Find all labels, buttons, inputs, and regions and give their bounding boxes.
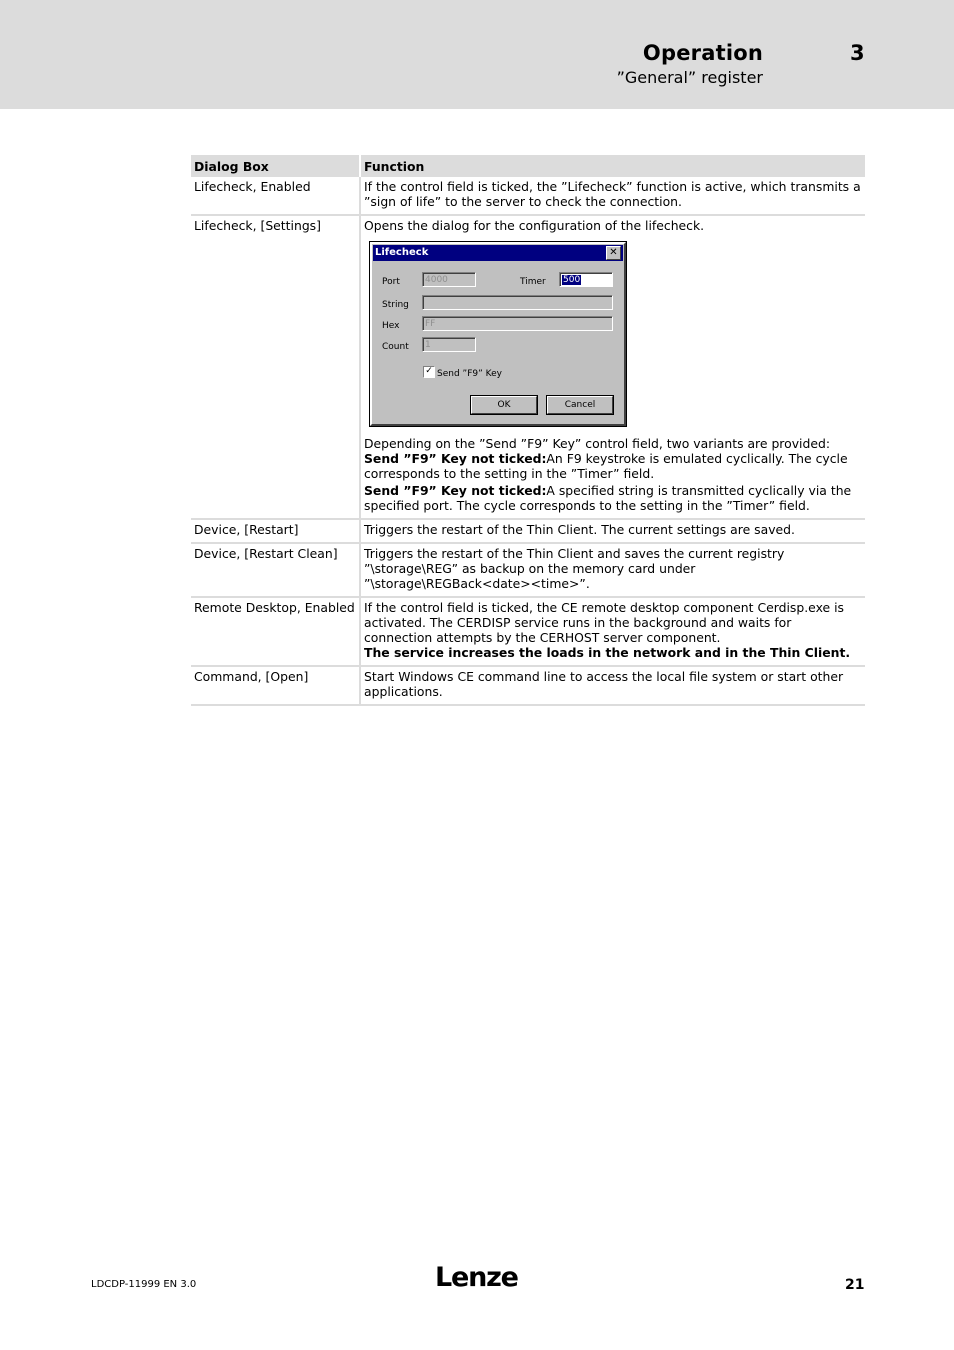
table-row: [191, 543, 865, 597]
column-header-function: Function: [360, 155, 865, 177]
table-row: [191, 597, 865, 666]
header-band: [0, 0, 954, 109]
timer-value: 500: [563, 275, 581, 285]
chapter-number: 3: [850, 41, 865, 65]
row-name: Remote Desktop, Enabled: [191, 597, 360, 666]
variant-1: [364, 451, 862, 481]
row-text: Opens the dialog for the configuration of the lifecheck.: [364, 218, 705, 233]
timer-label: Timer: [520, 277, 546, 287]
row-name: Device, [Restart Clean]: [191, 543, 360, 597]
row-name: Lifecheck, [Settings]: [191, 215, 360, 519]
table-row: [191, 215, 865, 519]
hex-field[interactable]: FF: [422, 316, 613, 331]
count-field[interactable]: 1: [422, 337, 476, 352]
send-f9-label: Send ”F9” Key: [437, 369, 502, 379]
row-name: Device, [Restart]: [191, 519, 360, 543]
row-text: Start Windows CE command line to access the local file system or start other applications.: [360, 666, 865, 705]
variant-1-label: Send ”F9” Key not ticked:: [364, 451, 547, 466]
port-label: Port: [382, 277, 400, 287]
row-text: If the control field is ticked, the CE remote desktop component Cerdisp.exe is activated. The CERDISP service runs in the background and waits for connection attempts by the CERHOST server component.: [364, 600, 844, 645]
timer-field[interactable]: [559, 272, 613, 287]
string-field[interactable]: [422, 295, 613, 310]
row-bold-note: The service increases the loads in the network and in the Thin Client.: [364, 645, 851, 660]
string-label: String: [382, 300, 409, 310]
count-label: Count: [382, 342, 409, 352]
cancel-button[interactable]: Cancel: [547, 396, 613, 414]
lifecheck-dialog: [370, 242, 626, 426]
hex-label: Hex: [382, 321, 400, 331]
table-row: [191, 177, 865, 215]
variant-1-text: An F9 keystroke is emulated cyclically. The cycle corresponds to the setting in the ”Timer” field.: [364, 451, 848, 481]
ok-button[interactable]: OK: [471, 396, 537, 414]
column-header-dialog-box: Dialog Box: [191, 155, 360, 177]
function-table: [191, 155, 865, 706]
variant-2-text: A specified string is transmitted cyclically via the specified port. The cycle corresponds to the setting in the ”Timer” field.: [364, 483, 852, 513]
dialog-titlebar: [373, 245, 623, 261]
dialog-title: Lifecheck: [375, 247, 429, 258]
row-text: Triggers the restart of the Thin Client and saves the current registry ”\storage\REG” as backup on the memory card under ”\storage\REGBack<date><time>”.: [360, 543, 865, 597]
row-text: If the control field is ticked, the ”Lifecheck” function is active, which transmits a ”sign of life” to the server to check the connection.: [360, 177, 865, 215]
section-title: ”General” register: [616, 68, 763, 87]
lenze-logo: Lenze: [435, 1262, 518, 1293]
close-icon[interactable]: ✕: [606, 246, 621, 260]
send-f9-checkbox[interactable]: ✓: [423, 366, 435, 378]
port-field[interactable]: 4000: [422, 272, 476, 287]
row-name: Lifecheck, Enabled: [191, 177, 360, 215]
table-row: [191, 666, 865, 705]
chapter-title: Operation: [642, 41, 763, 65]
variant-2-label: Send ”F9” Key not ticked:: [364, 483, 547, 498]
footer-doc-id: LDCDP-11999 EN 3.0: [91, 1279, 197, 1290]
row-function-cell: [360, 215, 865, 519]
row-text: Triggers the restart of the Thin Client. The current settings are saved.: [360, 519, 865, 543]
row-after-text: Depending on the ”Send ”F9” Key” control field, two variants are provided:: [364, 436, 831, 451]
page-number: 21: [845, 1277, 865, 1293]
table-row: [191, 519, 865, 543]
row-name: Command, [Open]: [191, 666, 360, 705]
row-function-cell: [360, 597, 865, 666]
lifecheck-dialog-screenshot: [370, 242, 626, 426]
variant-2: [364, 483, 862, 513]
table-header-row: [191, 155, 865, 177]
